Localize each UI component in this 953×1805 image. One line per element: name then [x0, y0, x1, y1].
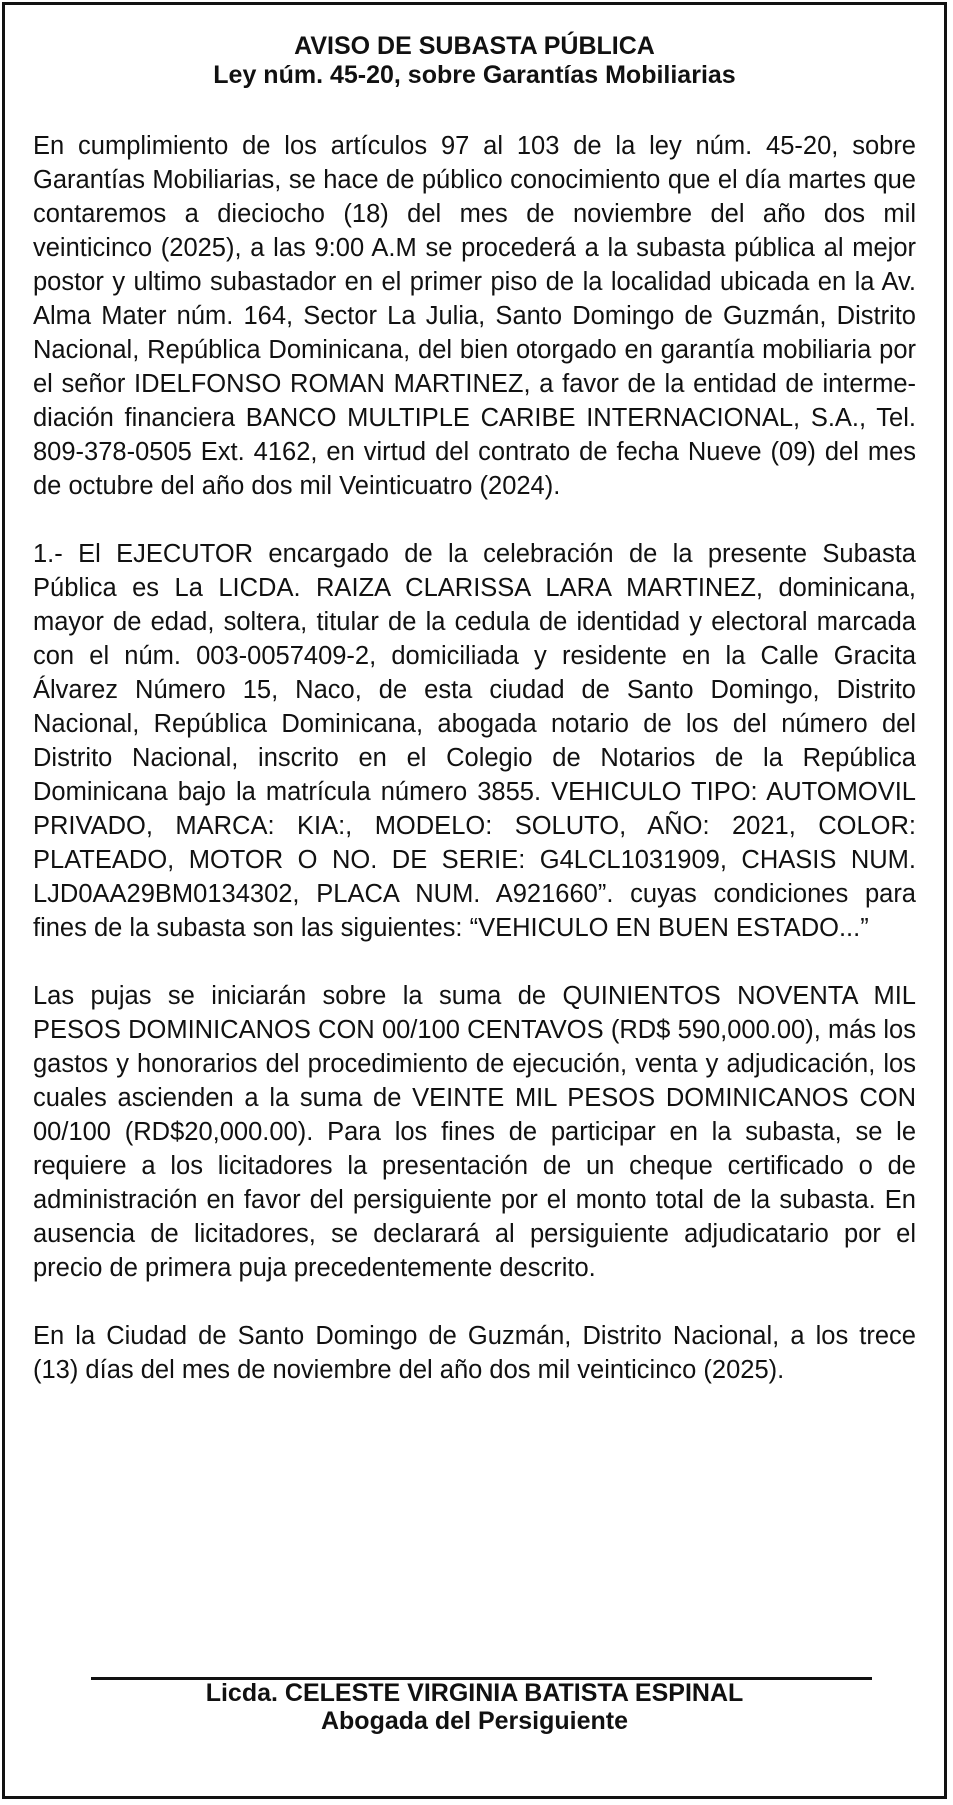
signature-role: Abogada del Persiguiente	[320, 1707, 628, 1735]
notice-subtitle: Ley núm. 45-20, sobre Garantías Mobiliarias	[213, 61, 736, 89]
signature-name: Licda. CELESTE VIRGINIA BATISTA ESPINAL	[205, 1679, 744, 1707]
notice-body	[33, 129, 916, 1421]
notice-frame	[2, 2, 947, 1799]
paragraph-bidding: Las pujas se iniciarán sobre la suma de QUINIENTOS NOVENTA MIL PESOS DOMINICANOS CON 00/100 CENTAVOS (RD$ 590,000.00), más los gastos y honorarios del procedimiento de ejecución, venta y adjudicación, los cuales ascienden a la suma de VEINTE MIL PESOS DOMINICANOS CON 00/100 (RD$20,000.00). Para los fines de participar en la subasta, se le requiere a los licitadores la presentación de un cheque certificado o de administración en favor del persiguiente por el monto total de la subasta. En ausencia de licitadores, se declarará al persiguiente adjudicatario por el precio de primera puja precedentemente descrito.	[33, 982, 916, 1282]
paragraph-executor: 1.- El EJECUTOR encargado de la celebración de la presente Subasta Pública es La LICDA. RAIZA CLARISSA LARA MARTINEZ, dominicana, mayor de edad, soltera, titular de la cedula de identidad y electoral marcada con el núm. 003-0057409-2, domiciliada y residente en la Calle Gracita Álvarez Número 15, Naco, de esta ciudad de Santo Domingo, Distrito Nacional, República Dominicana, abogada notario de los del número del Distrito Nacional, inscrito en el Colegio de Notarios de la República Dominicana bajo la matrícula número 3855. VEHICULO TIPO: AUTOMOVIL PRIVADO, MARCA: KIA:, MODELO: SOLUTO, AÑO: 2021, COLOR: PLATEADO, MOTOR O NO. DE SERIE: G4LCL1031909, CHASIS NUM. LJD0AA29BM0134302, PLACA NUM. A921660”. cuyas condiciones para fines de la subasta son las siguientes: “VEHICULO EN BUEN ESTADO...”	[33, 540, 916, 942]
paragraph-announcement: En cumplimiento de los artículos 97 al 103 de la ley núm. 45-20, sobre Garantías Mobiliarias, se hace de público conocimiento que el día martes que contaremos a dieciocho (18) del mes de noviembre del año dos mil veinticinco (2025), a las 9:00 A.M se procederá a la subasta pública al mejor postor y ultimo subastador en el primer piso de la localidad ubicada en la Av. Alma Mater núm. 164, Sector La Julia, Santo Domingo de Guzmán, Distrito Nacional, República Dominicana, del bien otorgado en garantía mobiliaria por el señor IDELFONSO ROMAN MARTINEZ, a favor de la entidad de interme-diación financiera BANCO MULTIPLE CARIBE INTERNACIONAL, S.A., Tel. 809-378-0505 Ext. 4162, en virtud del contrato de fecha Nueve (09) del mes de octubre del año dos mil Veinticuatro (2024).	[33, 132, 916, 500]
signature-block	[5, 1679, 944, 1735]
notice-title: AVISO DE SUBASTA PÚBLICA	[294, 32, 655, 60]
paragraph-closing: En la Ciudad de Santo Domingo de Guzmán, Distrito Nacional, a los trece (13) días del mes de noviembre del año dos mil veinticinco (2025).	[33, 1322, 916, 1384]
notice-header	[5, 32, 944, 90]
